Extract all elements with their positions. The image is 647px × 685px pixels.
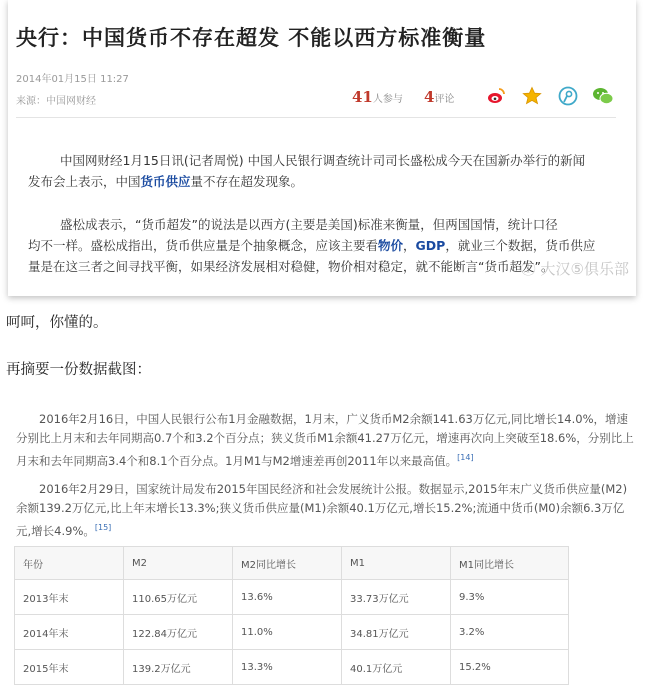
- citation-15[interactable]: [15]: [94, 523, 112, 532]
- paragraph-2-line-3: 量是在这三者之间寻找平衡，如果经济发展相对稳健，物价相对稳定，就不能断言“货币超发”。: [28, 259, 554, 274]
- data-paragraph-2-text: 2016年2月29日，国家统计局发布2015年国民经济和社会发展统计公报。数据显示,2015年末广义货币供应量(M2)余额139.2万亿元,比上年末增长13.3%;狭义货币供应量(M1)余额40.1万亿元,增长15.2%;流通中货币(M0)余额6.3万亿元,增长4.9%。: [16, 482, 628, 538]
- source-label: 来源：: [16, 96, 46, 107]
- table-cell: 13.6%: [233, 580, 342, 615]
- article-title: 央行：中国货币不存在超发 不能以西方标准衡量: [16, 26, 487, 50]
- table-cell: 40.1万亿元: [342, 650, 451, 685]
- table-cell: 3.2%: [451, 615, 569, 650]
- divider: [16, 117, 616, 118]
- paragraph-2-line-2: [28, 235, 613, 256]
- source-name[interactable]: 中国网财经: [46, 96, 96, 107]
- wechat-icon[interactable]: [592, 86, 612, 106]
- table-cell: 11.0%: [233, 615, 342, 650]
- citation-14[interactable]: [14]: [457, 453, 474, 462]
- table-cell: 2013年末: [15, 580, 124, 615]
- header-m1: M1: [342, 547, 451, 580]
- comments-label: 评论: [434, 94, 455, 105]
- table-row: [15, 615, 569, 650]
- data-paragraph-1: [16, 410, 636, 471]
- comment-line-2: 再摘要一份数据截图：: [6, 362, 151, 378]
- table-row: [15, 650, 569, 685]
- article-paragraph-1: [28, 150, 613, 192]
- header-m2: M2: [124, 547, 233, 580]
- table-row: [15, 580, 569, 615]
- para2-text-pre: 均不一样。盛松成指出，货币供应量是个抽象概念，应该主要看: [28, 238, 379, 253]
- money-supply-link[interactable]: 货币供应: [140, 174, 191, 189]
- table-cell: 34.81万亿元: [342, 615, 451, 650]
- comments-count: 4: [424, 88, 435, 106]
- header-m1-growth: M1同比增长: [451, 547, 569, 580]
- para2-text-post: ，就业三个数据，货币供应: [445, 238, 596, 253]
- table-cell: 2015年末: [15, 650, 124, 685]
- para1-text-post: 量不存在超发现象。: [190, 174, 304, 189]
- header-year: 年份: [15, 547, 124, 580]
- comments-stat[interactable]: [424, 88, 454, 106]
- participants-label: 人参与: [372, 94, 403, 105]
- para2-text-sep: ，: [403, 238, 416, 253]
- paragraph-1-line-1: 中国网财经1月15日讯(记者周悦) 中国人民银行调查统计司司长盛松成今天在国新办举行的新闻: [60, 153, 586, 168]
- watermark: ⓘ 大汉⑤俱乐部: [520, 260, 629, 278]
- table-cell: 110.65万亿元: [124, 580, 233, 615]
- table-cell: 2014年末: [15, 615, 124, 650]
- table-cell: 122.84万亿元: [124, 615, 233, 650]
- star-icon[interactable]: [522, 86, 542, 106]
- tencent-weibo-icon[interactable]: [558, 86, 578, 106]
- share-bar: [486, 86, 618, 108]
- article-date: 2014年01月15日 11:27: [16, 74, 129, 85]
- price-link[interactable]: 物价: [378, 238, 404, 253]
- participants-stat[interactable]: [352, 88, 403, 106]
- table-cell: 33.73万亿元: [342, 580, 451, 615]
- comment-line-1: 呵呵，你懂的。: [6, 315, 108, 331]
- table-cell: 139.2万亿元: [124, 650, 233, 685]
- paragraph-2-line-1: 盛松成表示，“货币超发”的说法是以西方(主要是美国)标准来衡量，但两国国情，统计口径: [60, 217, 558, 232]
- data-paragraph-2: [16, 480, 636, 541]
- data-paragraph-1-text: 2016年2月16日，中国人民银行公布1月金融数据，1月末，广义货币M2余额141.63万亿元,同比增长14.0%，增速分别比上月末和去年同期高0.7个和3.2个百分点；狭义货币M1余额41.27万亿元，增速再次向上突破至18.6%，分别比上月末和去年同期高3.4个和8.1个百分点。1月M1与M2增速差再创2011年以来最高值。: [16, 412, 634, 468]
- money-supply-table: [14, 546, 569, 685]
- para1-text-pre: 发布会上表示，中国: [28, 174, 141, 189]
- table-cell: 13.3%: [233, 650, 342, 685]
- weibo-icon[interactable]: [486, 86, 506, 106]
- article-source: [16, 92, 96, 107]
- participants-count: 41: [352, 88, 373, 106]
- header-m2-growth: M2同比增长: [233, 547, 342, 580]
- table-cell: 15.2%: [451, 650, 569, 685]
- table-header-row: [15, 547, 569, 580]
- gdp-link[interactable]: GDP: [415, 238, 446, 253]
- paragraph-1-line-2: [28, 171, 613, 192]
- table-cell: 9.3%: [451, 580, 569, 615]
